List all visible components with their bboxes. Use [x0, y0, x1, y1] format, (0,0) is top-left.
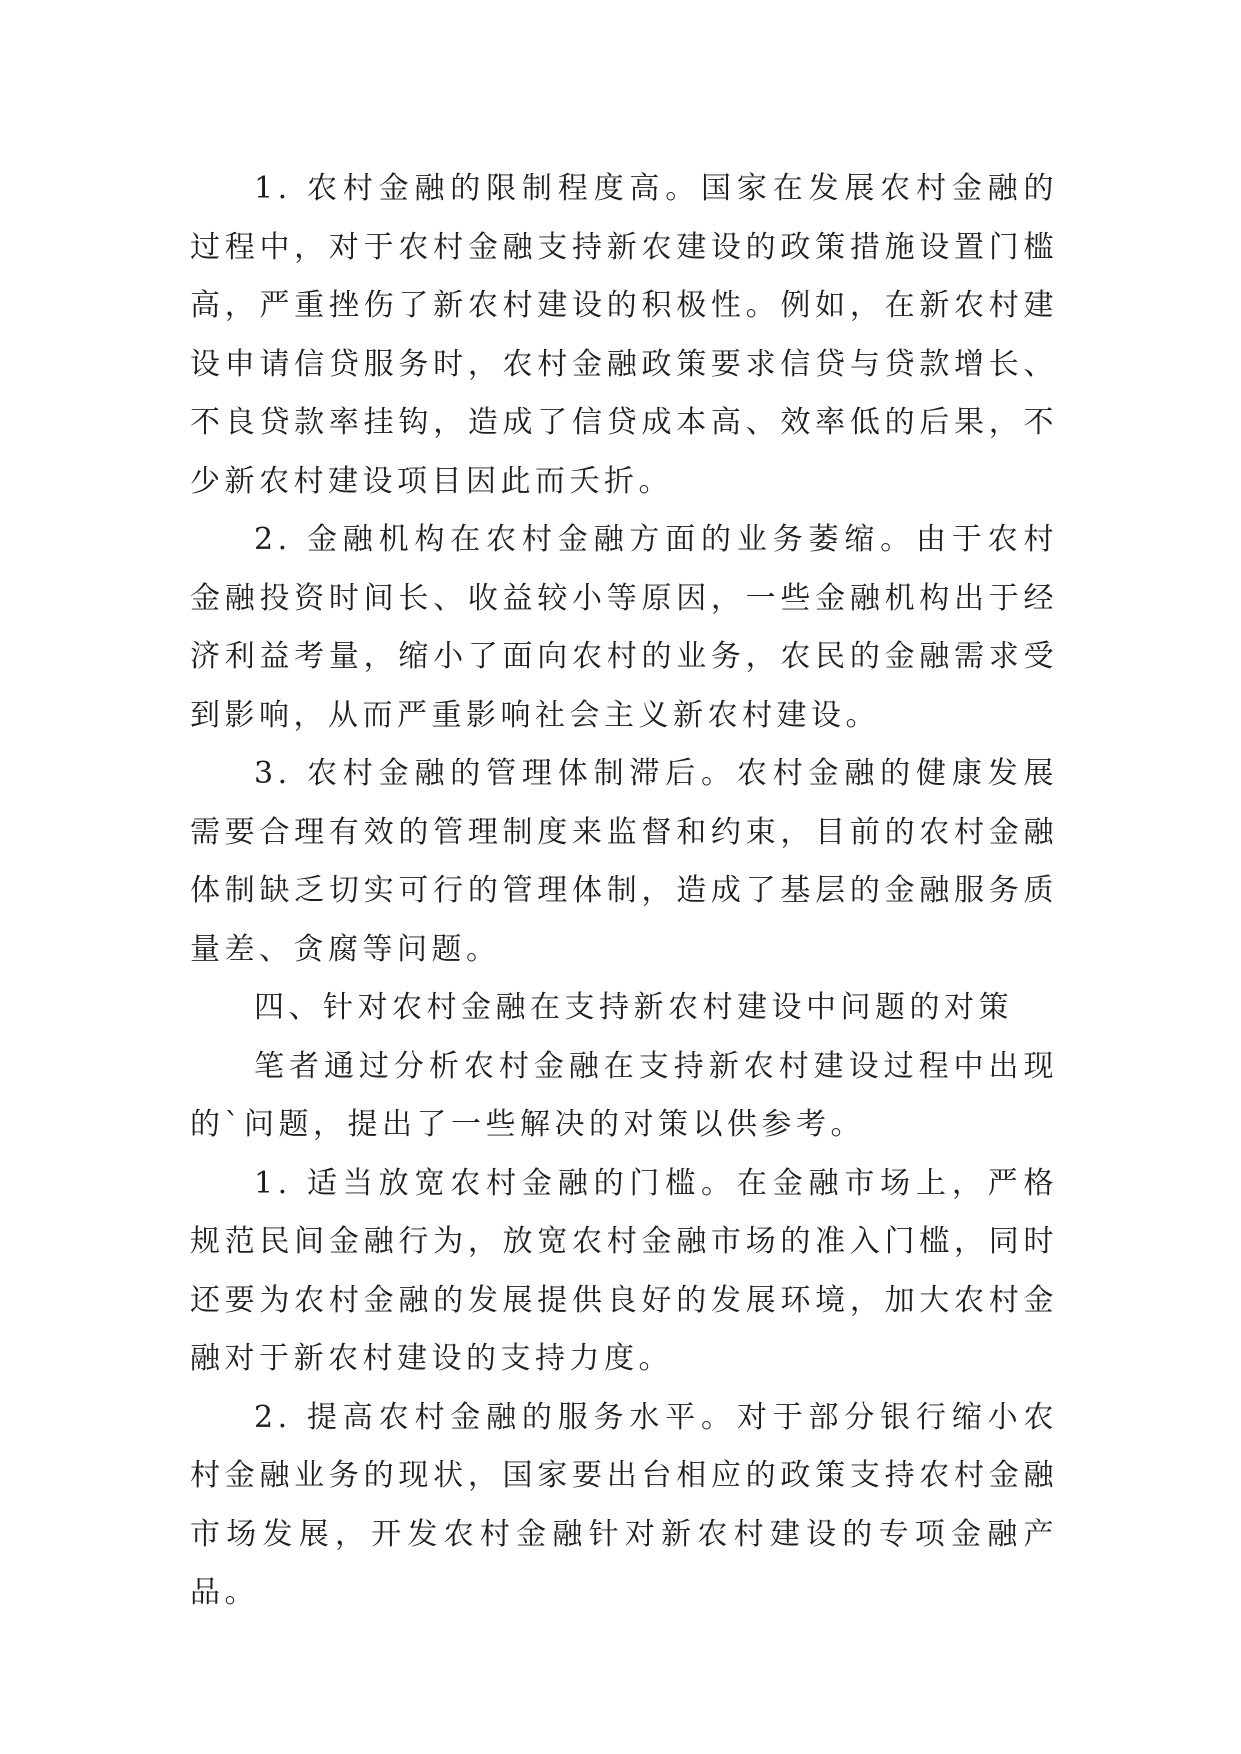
paragraph-intro-countermeasures: 笔者通过分析农村金融在支持新农村建设过程中出现的`问题，提出了一些解决的对策以供参考。 — [190, 1048, 1058, 1142]
paragraph-management-lag: 3. 农村金融的管理体制滞后。农村金融的健康发展需要合理有效的管理制度来监督和约束，目前的农村金融体制缺乏切实可行的管理体制，造成了基层的金融服务质量差、贪腐等问题。 — [190, 756, 1058, 967]
paragraph-limit-level: 1. 农村金融的限制程度高。国家在发展农村金融的过程中，对于农村金融支持新农建设的政策措施设置门槛高，严重挫伤了新农村建设的积极性。例如，在新农村建设申请信贷服务时，农村金融政策要求信贷与贷款增长、不良贷款率挂钩，造成了信贷成本高、效率低的后果，不少新农村建设项目因此而夭折。 — [190, 171, 1058, 499]
document-body — [190, 160, 1058, 1623]
paragraph-relax-threshold: 1. 适当放宽农村金融的门槛。在金融市场上，严格规范民间金融行为，放宽农村金融市场的准入门槛，同时还要为农村金融的发展提供良好的发展环境，加大农村金融对于新农村建设的支持力度。 — [190, 1165, 1058, 1376]
paragraph-business-shrink: 2. 金融机构在农村金融方面的业务萎缩。由于农村金融投资时间长、收益较小等原因，一些金融机构出于经济利益考量，缩小了面向农村的业务，农民的金融需求受到影响，从而严重影响社会主义新农村建设。 — [190, 522, 1058, 733]
paragraph-improve-service: 2. 提高农村金融的服务水平。对于部分银行缩小农村金融业务的现状，国家要出台相应的政策支持农村金融市场发展，开发农村金融针对新农村建设的专项金融产品。 — [190, 1399, 1058, 1610]
section-heading-countermeasures: 四、针对农村金融在支持新农村建设中问题的对策 — [254, 990, 1013, 1025]
